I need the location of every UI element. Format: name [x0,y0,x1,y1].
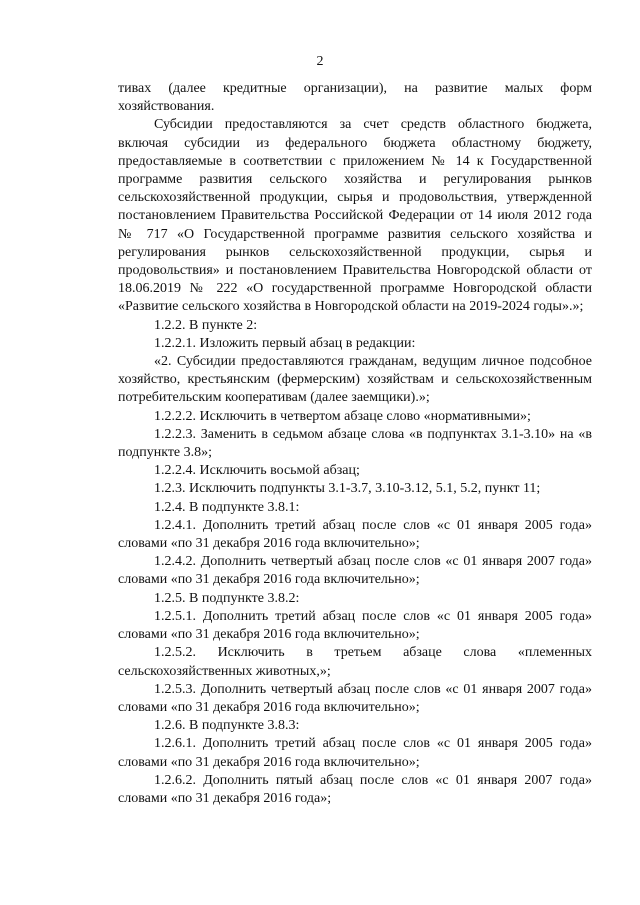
paragraph: тивах (далее кредитные организации), на развитие малых форм хозяйствования. [118,81,592,115]
paragraph: 1.2.5.3. Дополнить четвертый абзац после слов «с 01 января 2007 года» словами «по 31 декабря 2016 года включительно»; [118,681,592,715]
paragraph: 1.2.3. Исключить подпункты 3.1-3.7, 3.10-3.12, 5.1, 5.2, пункт 11; [154,481,541,497]
paragraph: 1.2.5. В подпункте 3.8.2: [154,590,300,606]
paragraph: 1.2.4.1. Дополнить третий абзац после слов «с 01 января 2005 года» словами «по 31 декабря 2016 года включительно»; [118,517,592,552]
document-body [118,80,592,808]
paragraph: 1.2.2.2. Исключить в четвертом абзаце слово «нормативными»; [154,408,531,424]
paragraph: 1.2.6. В подпункте 3.8.3: [154,718,300,734]
paragraph: 1.2.4. В подпункте 3.8.1: [154,499,300,515]
paragraph: 1.2.6.1. Дополнить третий абзац после слов «с 01 января 2005 года» словами «по 31 декабря 2016 года включительно»; [118,736,592,770]
paragraph: 1.2.2.3. Заменить в седьмом абзаце слова «в подпунктах 3.1-3.10» на «в подпункте 3.8»; [118,426,592,461]
paragraph: 1.2.2. В пункте 2: [154,317,258,333]
page-number: 2 [316,54,324,69]
paragraph: 1.2.5.2. Исключить в третьем абзаце слова «племенных сельскохозяйственных животных,»; [118,645,592,679]
paragraph: 1.2.6.2. Дополнить пятый абзац после слов «с 01 января 2007 года» словами «по 31 декабря 2016 года»; [118,772,592,806]
paragraph: 1.2.2.1. Изложить первый абзац в редакции: [154,335,416,351]
paragraph: Субсидии предоставляются за счет средств областного бюджета, включая субсидии из федерального бюджета областному бюджету, предоставляемые в соответствии с приложением № 14 к Государственной программе развития сельского хозяйства и регулирования рынков сельскохозяйственной продукции, сырья и продовольствия, утвержденной постановлением Правительства Российской Федерации от 14 июля 2012 года № 717 «О Государственной программе развития сельского хозяйства и регулирования рынков сельскохозяйственной продукции, сырья и продовольствия» и постановлением Правительства Новгородской области от 18.06.2019 № 222 «О государственной программе Новгородской области «Развитие сельского хозяйства в Новгородской области на 2019-2024 годы».»; [118,117,592,315]
paragraph: 1.2.2.4. Исключить восьмой абзац; [154,463,360,479]
paragraph: 1.2.4.2. Дополнить четвертый абзац после слов «с 01 января 2007 года» словами «по 31 декабря 2016 года включительно»; [118,554,592,588]
paragraph: 1.2.5.1. Дополнить третий абзац после слов «с 01 января 2005 года» словами «по 31 декабря 2016 года включительно»; [118,608,592,643]
paragraph: «2. Субсидии предоставляются гражданам, ведущим личное подсобное хозяйство, крестьянским (фермерским) хозяйствам и сельскохозяйственным потребительским кооперативам (далее заемщики).»; [118,354,592,406]
